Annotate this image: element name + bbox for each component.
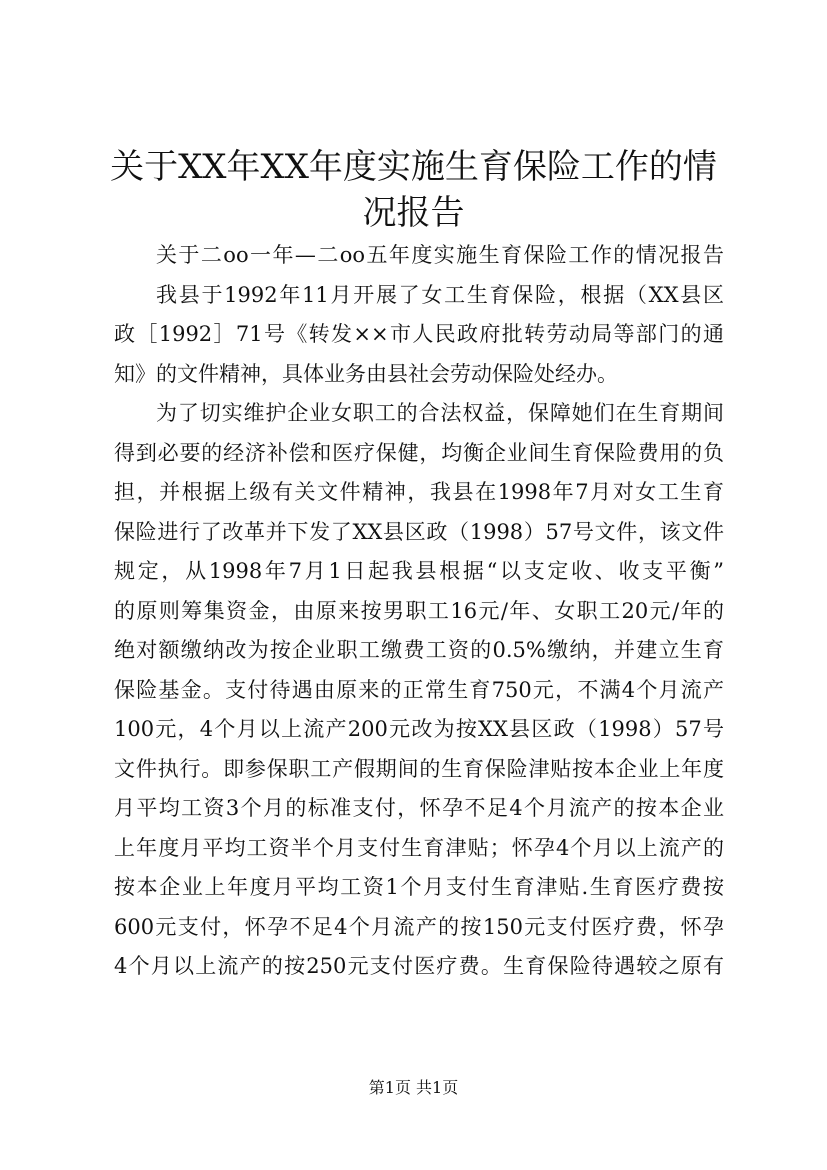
document-title: 关于XX年XX年度实施生育保险工作的情况报告 [110, 147, 717, 233]
body-line: 关于二oo一年—二oo五年度实施生育保险工作的情况报告 [156, 243, 724, 267]
body-line: 按本企业上年度月平均工资1个月支付生育津贴.生育医疗费按 [114, 875, 724, 899]
body-line: 规定，从1998年7月1日起我县根据“以支定收、收支平衡” [114, 559, 724, 583]
body-line: 文件执行。即参保职工产假期间的生育保险津贴按本企业上年度 [114, 756, 724, 781]
body-line: 保险进行了改革并下发了XX县区政（1998）57号文件，该文件 [114, 519, 724, 544]
body-line: 为了切实维护企业女职工的合法权益，保障她们在生育期间 [156, 401, 724, 425]
body-line: 上年度月平均工资半个月支付生育津贴；怀孕4个月以上流产的 [114, 835, 724, 860]
body-line: 月平均工资3个月的标准支付，怀孕不足4个月流产的按本企业 [114, 796, 724, 820]
body-line: 担，并根据上级有关文件精神，我县在1998年7月对女工生育 [114, 480, 724, 504]
body-line: 保险基金。支付待遇由原来的正常生育750元，不满4个月流产 [114, 677, 724, 702]
page-footer: 第1页 共1页 [368, 1078, 459, 1097]
body-line: 得到必要的经济补偿和医疗保健，均衡企业间生育保险费用的负 [114, 440, 724, 465]
body-line: 政［1992］71号《转发××市人民政府批转劳动局等部门的通 [114, 322, 724, 346]
body-line: 600元支付，怀孕不足4个月流产的按150元支付医疗费，怀孕 [114, 914, 724, 939]
body-line: 绝对额缴纳改为按企业职工缴费工资的0.5%缴纳，并建立生育 [114, 638, 724, 662]
body-line: 4个月以上流产的按250元支付医疗费。生育保险待遇较之原有 [114, 954, 724, 978]
body-line: 我县于1992年11月开展了女工生育保险，根据（XX县区 [156, 282, 724, 307]
body-line: 的原则筹集资金，由原来按男职工16元/年、女职工20元/年的 [114, 598, 724, 623]
body-line: 100元，4个月以上流产200元改为按XX县区政（1998）57号 [114, 717, 724, 741]
body-line: 知》的文件精神，具体业务由县社会劳动保险处经办。 [114, 361, 618, 386]
document-body [114, 236, 724, 987]
